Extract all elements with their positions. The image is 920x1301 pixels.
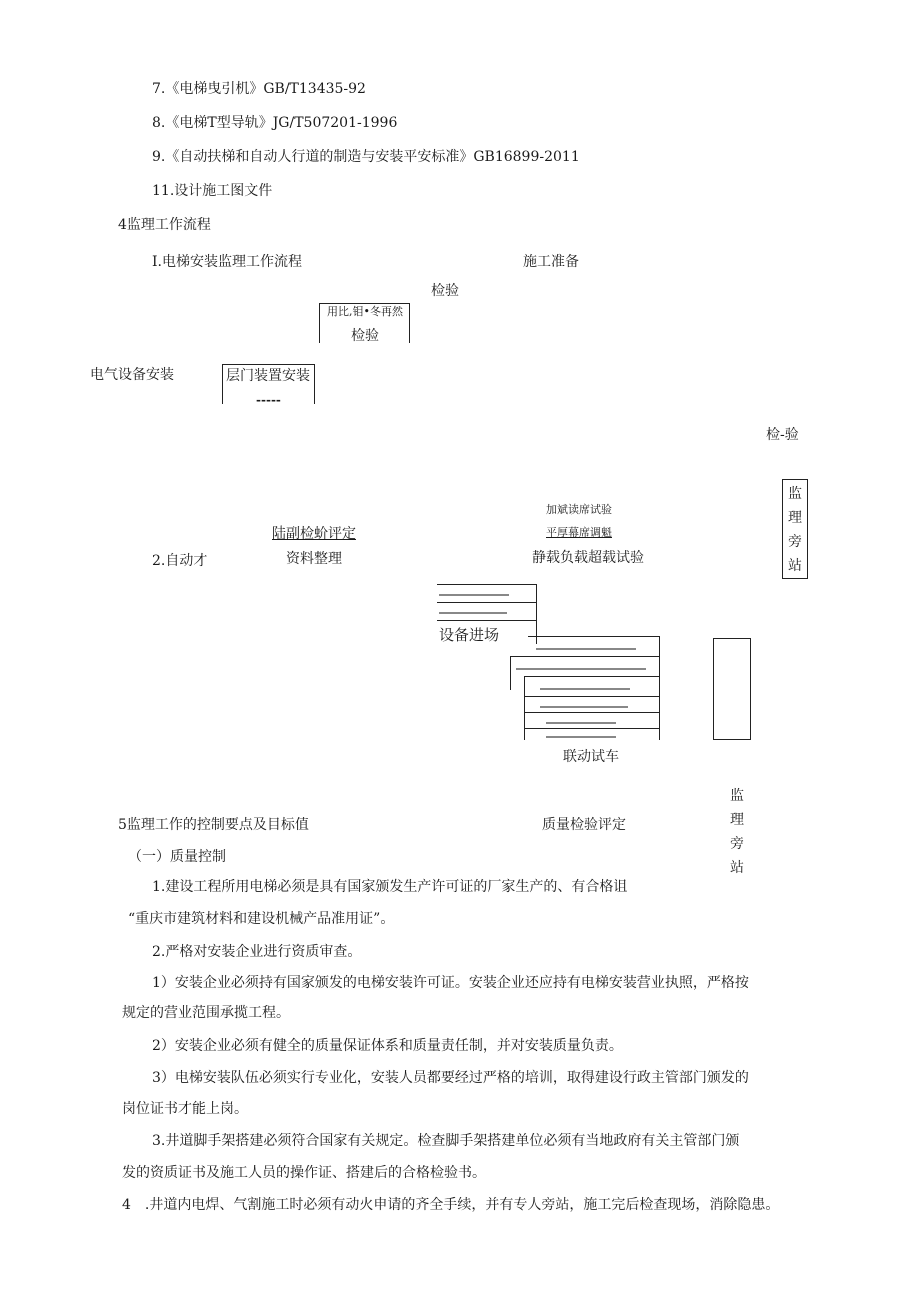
standard-item-9: 9.《自动扶梯和自动人行道的制造与安装平安标准》GB16899-2011 — [152, 149, 580, 165]
electrical-installation: 电气设备安装 — [90, 367, 174, 383]
equipment-entry: 设备进场 — [439, 626, 500, 644]
flow-box-1-line1: 用比,钼•冬再然 — [327, 305, 403, 318]
check-top: 检验 — [431, 283, 459, 299]
hall-door-dash: ----- — [256, 393, 281, 407]
section-4-title: 4监理工作流程 — [118, 217, 211, 233]
data-sorting: 资料整理 — [286, 551, 342, 567]
linkage-test: 联动试车 — [563, 749, 619, 765]
para-3b: 发的资质证书及施工人员的操作证、搭建后的合格检验书。 — [122, 1165, 486, 1181]
standard-item-8: 8.《电梯T型导轨》JG/T507201-1996 — [152, 115, 398, 131]
para-3a: 3.井道脚手架搭建必须符合国家有关规定。检查脚手架搭建单位必须有当地政府有关主管部门颁 — [152, 1133, 740, 1149]
para-2-1b: 规定的营业范围承揽工程。 — [122, 1005, 290, 1021]
static-load-test: 静载负载超载试验 — [532, 550, 644, 566]
para-2-3b: 岗位证书才能上岗。 — [122, 1101, 248, 1117]
flow-stack-equipment — [437, 584, 537, 644]
flow-2-title: 2.自动才 — [152, 553, 208, 569]
flow-box-1 — [319, 303, 409, 343]
sub-evaluation: 陆副检蚧评定 — [272, 526, 356, 542]
section-5-title: 5监理工作的控制要点及目标值 — [118, 817, 309, 833]
quality-evaluation: 质量检验评定 — [542, 817, 626, 833]
para-4: 4 .井道内电焊、气割施工时必须有动火申请的齐全手续，并有专人旁站，施工完后检查现场，消除隐患。 — [122, 1197, 780, 1213]
para-1a: 1.建设工程所用电梯必须是具有国家颁发生产许可证的厂家生产的、有合格诅 — [152, 879, 628, 895]
flow-stack-tests — [510, 636, 660, 744]
para-2-1a: 1）安装企业必须持有国家颁发的电梯安装许可证。安装企业还应持有电梯安装营业执照，严格按 — [152, 975, 749, 991]
flow-box-1-line2: 检验 — [351, 328, 379, 344]
supervisor-side-2: 监理旁站 — [730, 788, 744, 876]
flow-1-title: I.电梯安装监理工作流程 — [152, 254, 302, 270]
standard-item-7: 7.《电梯曳引机》GB/T13435-92 — [152, 81, 366, 97]
para-2-2: 2）安装企业必须有健全的质量保证体系和质量责任制，并对安装质量负责。 — [152, 1038, 623, 1054]
supervisor-side-1: 监理旁站 — [788, 486, 802, 574]
para-2-3a: 3）电梯安装队伍必须实行专业化，安装人员都要经过严格的培训，取得建设行政主管部门颁发的 — [152, 1070, 749, 1086]
test-1: 加斌读席试验 — [546, 503, 612, 516]
hall-door-label: 层门装置安装 — [226, 368, 310, 384]
quality-control-heading: （一）质量控制 — [128, 849, 226, 865]
blank-box — [713, 638, 751, 740]
para-1b: “重庆市建筑材料和建设机械产品准用证”。 — [128, 911, 395, 927]
flow-box-hall-door — [222, 364, 314, 407]
test-2: 平厚幕席调魁 — [546, 526, 612, 539]
standard-item-11: 11.设计施工图文件 — [152, 183, 273, 199]
construction-prep: 施工准备 — [523, 254, 579, 270]
check-right: 检-验 — [766, 427, 799, 443]
para-2: 2.严格对安装企业进行资质审查。 — [152, 944, 362, 960]
supervisor-side-box-1 — [782, 479, 808, 579]
